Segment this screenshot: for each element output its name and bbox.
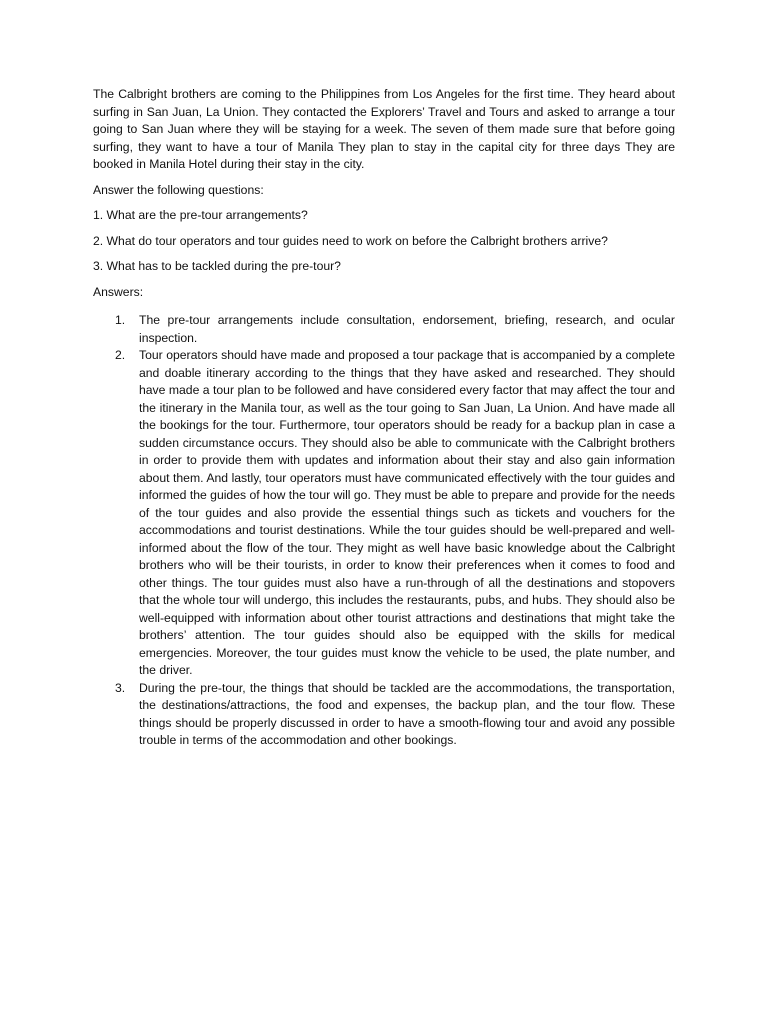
answer-text: Tour operators should have made and proposed a tour package that is accompanied by a complete and doable itinerary according to the things that they have asked and researched. They should have made a tour plan to be followed and have considered every factor that may affect the tour and the itinerary in the Manila tour, as well as the tour going to San Juan, La Union. And have made all the bookings for the tour. Furthermore, tour operators should be ready for a backup plan in case a sudden circumstance occurs. They should also be able to communicate with the Calbright brothers in order to provide them with updates and information about their stay and also gain information about them. And lastly, tour operators must have communicated effectively with the tour guides and informed the guides of how the tour will go. They must be able to prepare and provide for the needs of the tour guides and also provide the essential things such as tickets and vouchers for the accommodations and tourist destinations. While the tour guides should be well-prepared and well-informed about the flow of the tour. They might as well have basic knowledge about the Calbright brothers who will be their tourists, in order to know their preferences when it comes to food and other things. The tour guides must also have a run-through of all the destinations and stopovers that the whole tour will undergo, this includes the restaurants, pubs, and hubs. They should also be well-equipped with information about other tourist attractions and destinations that might take the brothers’ attention. The tour guides should also be equipped with the skills for medical emergencies. Moreover, the tour guides must know the vehicle to be used, the plate number, and the driver. (139, 348, 675, 677)
document-page (93, 86, 675, 750)
answer-item-2 (93, 347, 675, 680)
answer-text: The pre-tour arrangements include consultation, endorsement, briefing, research, and ocular inspection. (139, 313, 675, 345)
answers-list (93, 312, 675, 750)
answer-number: 2. (115, 348, 126, 362)
answer-text: During the pre-tour, the things that should be tackled are the accommodations, the transportation, the destinations/attractions, the food and expenses, the backup plan, and the tour flow. These things should be properly discussed in order to have a smooth-flowing tour and avoid any possible trouble in terms of the accommodation and other bookings. (139, 680, 675, 747)
question-2: 2. What do tour operators and tour guides need to work on before the Calbright brothers arrive? (93, 233, 608, 248)
answer-item-3 (93, 680, 675, 750)
question-1: 1. What are the pre-tour arrangements? (93, 208, 308, 222)
answers-heading: Answers: (93, 284, 144, 299)
answer-number: 3. (115, 680, 126, 695)
answer-number: 1. (115, 313, 126, 327)
intro-paragraph: The Calbright brothers are coming to the Philippines from Los Angeles for the first time. They heard about surfing in San Juan, La Union. They contacted the Explorers’ Travel and Tours and asked to arrange a tour going to San Juan where they will be staying for a week. The seven of them made sure that before going surfing, they want to have a tour of Manila They plan to stay in the capital city for three days They are booked in Manila Hotel during their stay in the city. (93, 87, 675, 171)
answer-item-1 (93, 312, 675, 347)
question-3: 3. What has to be tackled during the pre-tour? (93, 259, 341, 273)
instruction-line: Answer the following questions: (93, 182, 264, 197)
